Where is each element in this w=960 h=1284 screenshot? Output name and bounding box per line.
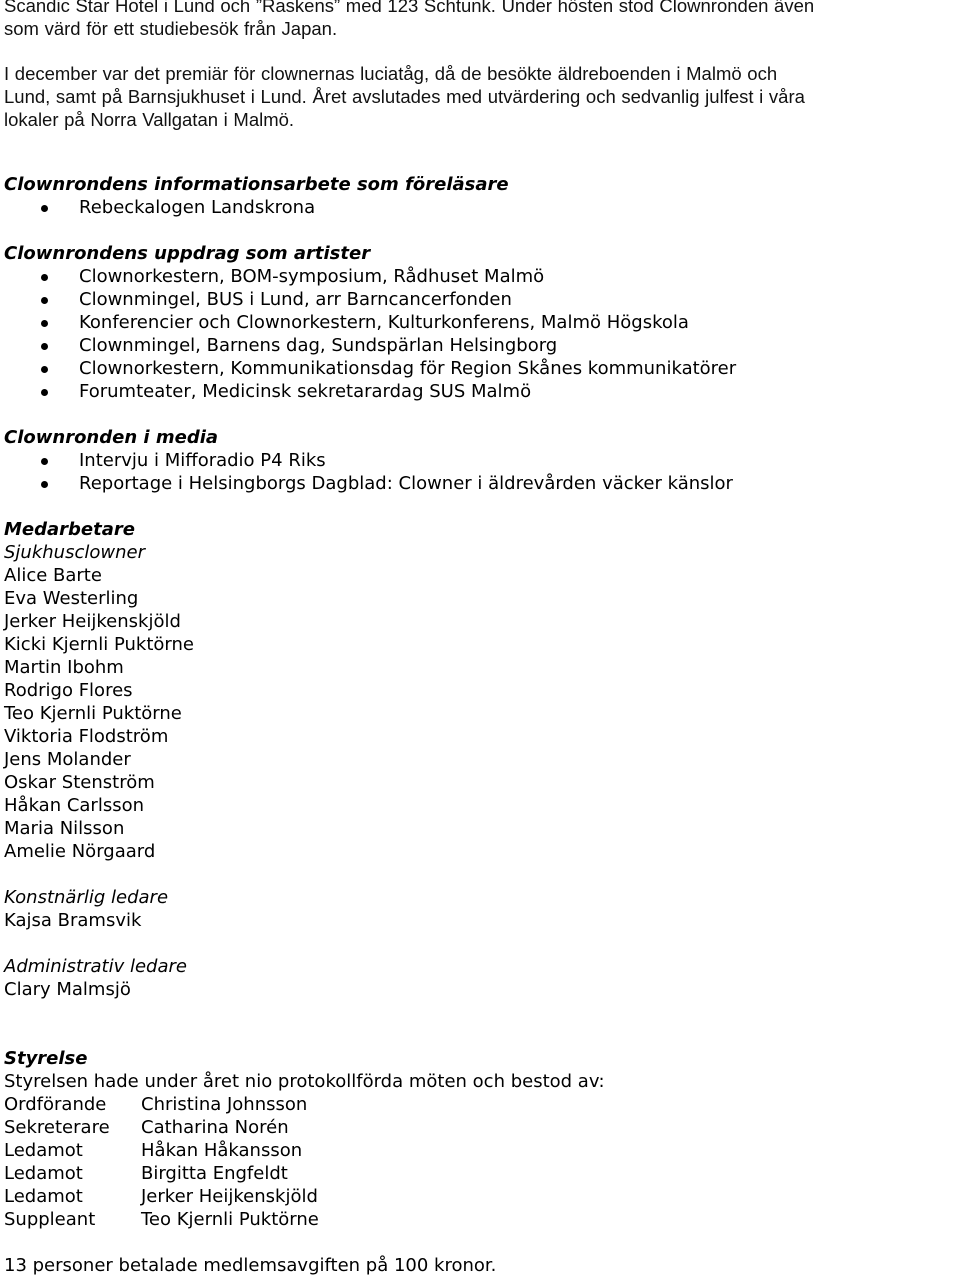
list-item — [4, 265, 956, 288]
staff-name: Jens Molander — [4, 749, 131, 770]
staff-name: Jerker Heijkenskjöld — [4, 611, 181, 632]
bullet-icon — [41, 481, 48, 488]
staff-name: Viktoria Flodström — [4, 726, 169, 747]
bullet-icon — [41, 274, 48, 281]
list-item-text: Clownmingel, Barnens dag, Sundspärlan Helsingborg — [79, 335, 558, 356]
staff-name: Amelie Nörgaard — [4, 841, 156, 862]
board-member-role: Ledamot — [4, 1186, 83, 1207]
section-title-lectures: Clownrondens informationsarbete som föreläsare — [4, 174, 509, 195]
section-title-staff: Medarbetare — [4, 519, 135, 540]
bullet-icon — [41, 320, 48, 327]
list-item — [4, 311, 956, 334]
artistic-leader-name: Kajsa Bramsvik — [4, 910, 142, 931]
staff-name: Martin Ibohm — [4, 657, 124, 678]
list-item — [4, 472, 956, 495]
intro-line: som värd för ett studiebesök från Japan. — [4, 18, 338, 39]
bullet-icon — [41, 205, 48, 212]
intro-line: lokaler på Norra Vallgatan i Malmö. — [4, 109, 295, 130]
board-members-table — [4, 1093, 319, 1231]
admin-leader-name: Clary Malmsjö — [4, 979, 131, 1000]
document-page — [4, 0, 956, 1277]
section-title-media: Clownronden i media — [4, 427, 219, 448]
list-item-text: Intervju i Mifforadio P4 Riks — [79, 450, 326, 471]
board-member-row — [4, 1162, 319, 1185]
intro-paragraph-1 — [4, 0, 956, 40]
artistic-leader-label: Konstnärlig ledare — [4, 887, 169, 908]
board-member-role: Ledamot — [4, 1140, 83, 1161]
board-member-row — [4, 1208, 319, 1231]
list-item-text: Reportage i Helsingborgs Dagblad: Clowner i äldrevården väcker känslor — [79, 473, 733, 494]
membership-fee-note: 13 personer betalade medlemsavgiften på 100 kronor. — [4, 1255, 497, 1276]
board-member-name: Teo Kjernli Puktörne — [141, 1209, 319, 1230]
staff-name: Kicki Kjernli Puktörne — [4, 634, 194, 655]
board-member-name: Birgitta Engfeldt — [141, 1163, 288, 1184]
board-intro: Styrelsen hade under året nio protokollförda möten och bestod av: — [4, 1071, 605, 1092]
board-member-role: Suppleant — [4, 1209, 96, 1230]
board-member-row — [4, 1185, 319, 1208]
bullet-icon — [41, 458, 48, 465]
list-item — [4, 196, 956, 219]
list-item-text: Konferencier och Clownorkestern, Kulturkonferens, Malmö Högskola — [79, 312, 689, 333]
staff-clowns-label: Sjukhusclowner — [4, 542, 145, 563]
list-item-text: Clownmingel, BUS i Lund, arr Barncancerfonden — [79, 289, 512, 310]
staff-name: Maria Nilsson — [4, 818, 125, 839]
list-item — [4, 380, 956, 403]
board-member-role: Ledamot — [4, 1163, 83, 1184]
list-item — [4, 288, 956, 311]
artists-list — [4, 265, 956, 403]
list-item-text: Clownorkestern, Kommunikationsdag för Region Skånes kommunikatörer — [79, 358, 737, 379]
board-member-role: Ordförande — [4, 1094, 107, 1115]
board-member-name: Christina Johnsson — [141, 1094, 308, 1115]
board-member-row — [4, 1116, 319, 1139]
intro-line: Lund, samt på Barnsjukhuset i Lund. Året avslutades med utvärdering och sedvanlig julfest i våra — [4, 86, 805, 107]
board-member-row — [4, 1139, 319, 1162]
bullet-icon — [41, 297, 48, 304]
intro-line: Scandic Star Hotel i Lund och ”Raskens” med 123 Schtunk. Under hösten stod Clownronden även — [4, 0, 815, 16]
lectures-list — [4, 196, 956, 219]
staff-name: Håkan Carlsson — [4, 795, 145, 816]
staff-name: Alice Barte — [4, 565, 102, 586]
section-title-board: Styrelse — [4, 1048, 88, 1069]
staff-name: Oskar Stenström — [4, 772, 155, 793]
list-item-text: Forumteater, Medicinsk sekretarardag SUS Malmö — [79, 381, 532, 402]
intro-line: I december var det premiär för clownernas luciatåg, då de besökte äldreboenden i Malmö och — [4, 63, 778, 84]
list-item — [4, 449, 956, 472]
media-list — [4, 449, 956, 495]
board-member-name: Catharina Norén — [141, 1117, 289, 1138]
section-title-artists: Clownrondens uppdrag som artister — [4, 243, 371, 264]
clowns-list — [4, 564, 956, 863]
list-item — [4, 334, 956, 357]
board-member-role: Sekreterare — [4, 1117, 110, 1138]
board-member-row — [4, 1093, 319, 1116]
board-member-name: Jerker Heijkenskjöld — [141, 1186, 318, 1207]
bullet-icon — [41, 366, 48, 373]
list-item — [4, 357, 956, 380]
bullet-icon — [41, 343, 48, 350]
staff-name: Eva Westerling — [4, 588, 139, 609]
intro-paragraph-2 — [4, 62, 956, 131]
board-member-name: Håkan Håkansson — [141, 1140, 303, 1161]
list-item-text: Rebeckalogen Landskrona — [79, 197, 316, 218]
list-item-text: Clownorkestern, BOM-symposium, Rådhuset Malmö — [79, 266, 545, 287]
bullet-icon — [41, 389, 48, 396]
staff-name: Rodrigo Flores — [4, 680, 133, 701]
staff-name: Teo Kjernli Puktörne — [4, 703, 182, 724]
admin-leader-label: Administrativ ledare — [4, 956, 187, 977]
